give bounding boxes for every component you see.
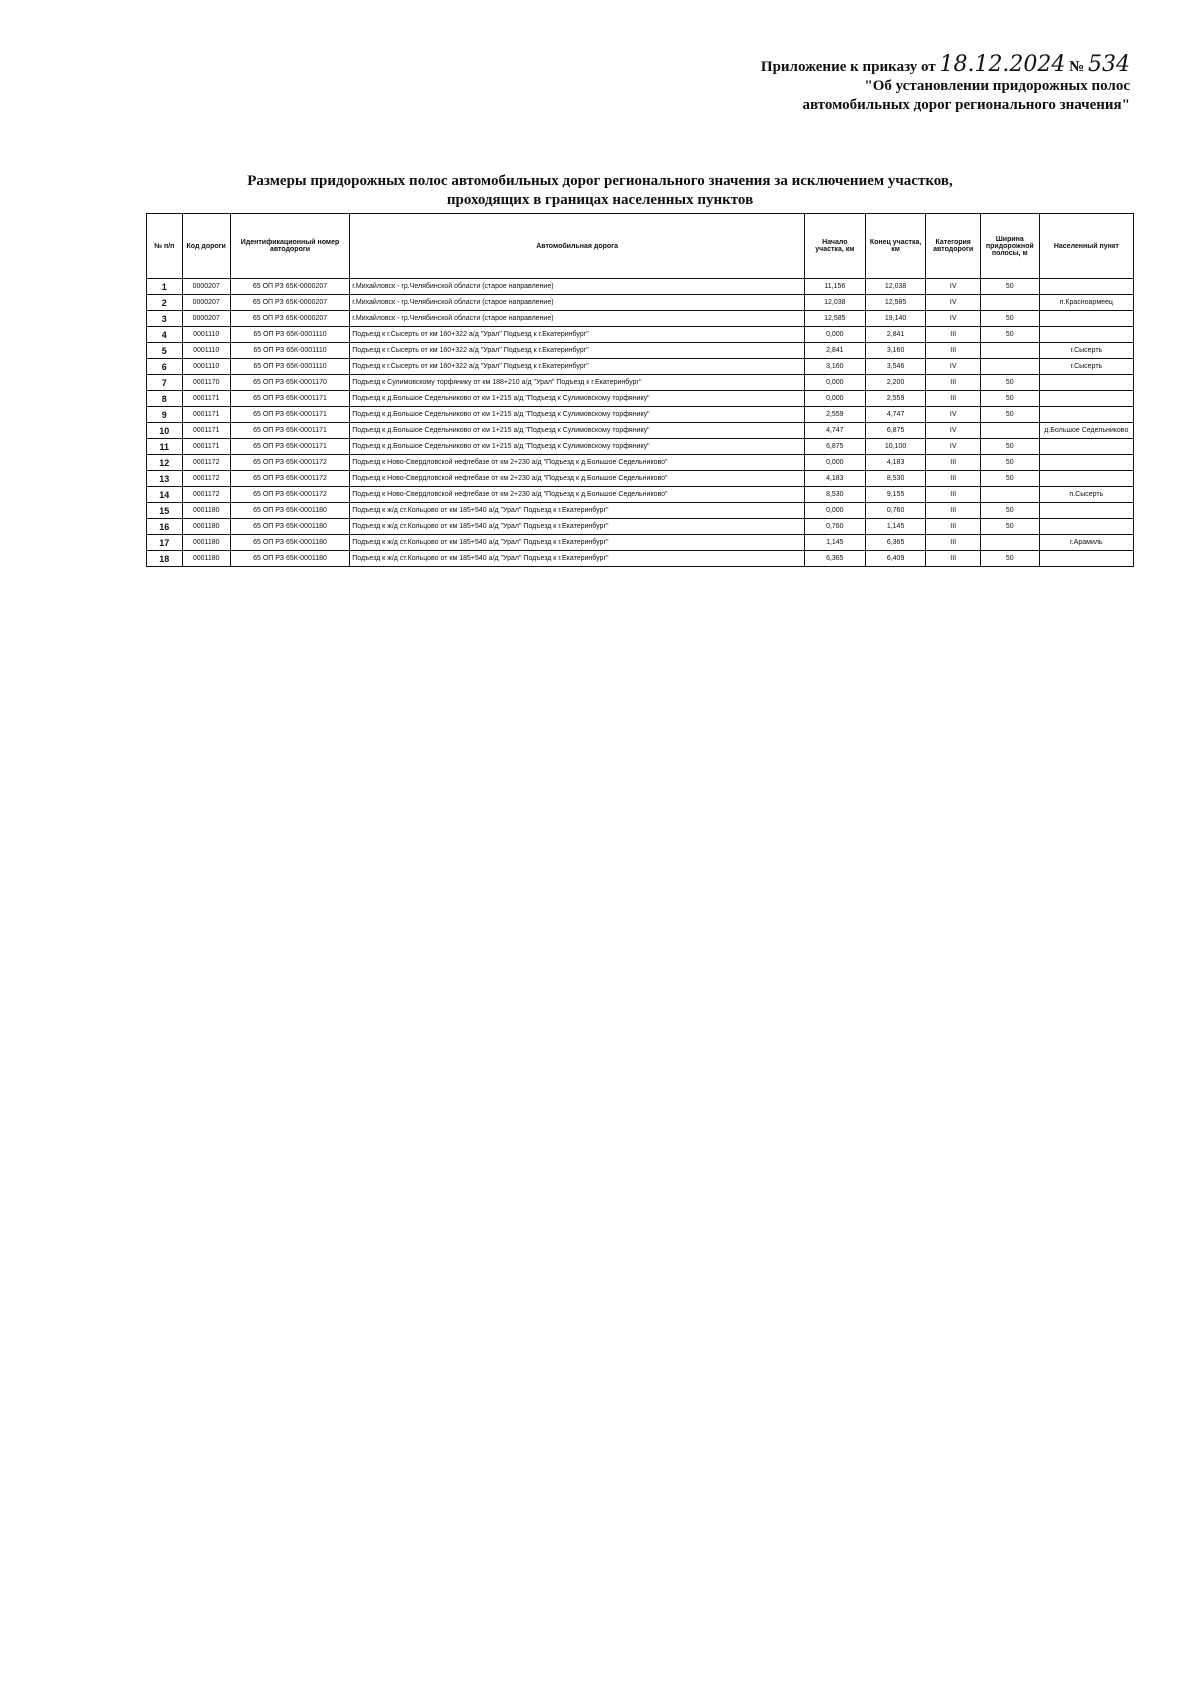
table-cell xyxy=(980,423,1039,439)
column-header: Конец участка, км xyxy=(865,214,926,279)
column-header: Населенный пункт xyxy=(1039,214,1133,279)
table-cell: 65 ОП РЗ 65К-0001171 xyxy=(230,423,349,439)
table-cell: 9 xyxy=(147,407,183,423)
table-cell: 2,841 xyxy=(804,343,865,359)
table-cell: п.Сысерть xyxy=(1039,487,1133,503)
table-cell: 0000207 xyxy=(182,295,230,311)
table-cell: Подъезд к Ново-Свердловской нефтебазе от км 2+230 а/д "Подъезд к д.Большое Седельниково" xyxy=(350,471,805,487)
table-cell: III xyxy=(926,327,980,343)
table-cell: 17 xyxy=(147,535,183,551)
table-cell: п.Красноармеец xyxy=(1039,295,1133,311)
table-cell: 2,559 xyxy=(804,407,865,423)
table-cell: 2,200 xyxy=(865,375,926,391)
order-date-handwritten: 18.12.2024 xyxy=(939,52,1066,77)
table-cell: 6,365 xyxy=(865,535,926,551)
table-cell: 65 ОП РЗ 65К-0001170 xyxy=(230,375,349,391)
table-cell: 4,747 xyxy=(865,407,926,423)
table-cell: 0001172 xyxy=(182,487,230,503)
table-row xyxy=(147,439,1134,455)
table-cell: 0001110 xyxy=(182,343,230,359)
table-cell: 65 ОП РЗ 65К-0001110 xyxy=(230,343,349,359)
table-cell xyxy=(1039,455,1133,471)
table-cell: 0,000 xyxy=(804,455,865,471)
table-cell: 0001110 xyxy=(182,327,230,343)
table-cell: IV xyxy=(926,439,980,455)
table-cell: III xyxy=(926,535,980,551)
table-row xyxy=(147,423,1134,439)
table-cell: 50 xyxy=(980,375,1039,391)
column-header: Начало участка, км xyxy=(804,214,865,279)
column-header: Идентификационный номер автодороги xyxy=(230,214,349,279)
table-cell: 65 ОП РЗ 65К-0001172 xyxy=(230,455,349,471)
table-row xyxy=(147,455,1134,471)
table-cell: 65 ОП РЗ 65К-0000207 xyxy=(230,311,349,327)
table-cell: 4 xyxy=(147,327,183,343)
table-cell: Подъезд к д.Большое Седельниково от км 1+215 а/д "Подъезд к Сулимовскому торфянику" xyxy=(350,439,805,455)
table-cell: 19,140 xyxy=(865,311,926,327)
table-cell: 0000207 xyxy=(182,279,230,295)
order-header xyxy=(760,52,1130,115)
table-cell: 0,000 xyxy=(804,375,865,391)
table-cell: 0001180 xyxy=(182,535,230,551)
table-row xyxy=(147,279,1134,295)
table-cell xyxy=(1039,503,1133,519)
table-cell: 8,530 xyxy=(865,471,926,487)
table-cell: 50 xyxy=(980,439,1039,455)
table-cell: III xyxy=(926,503,980,519)
table-row xyxy=(147,471,1134,487)
table-cell: 65 ОП РЗ 65К-0001180 xyxy=(230,535,349,551)
table-row xyxy=(147,391,1134,407)
table-cell xyxy=(1039,407,1133,423)
table-cell: 0001110 xyxy=(182,359,230,375)
table-cell: 0001171 xyxy=(182,439,230,455)
table-cell: III xyxy=(926,375,980,391)
table-cell: 6,365 xyxy=(804,551,865,567)
order-number-handwritten: 534 xyxy=(1088,52,1130,77)
table-body xyxy=(147,279,1134,567)
table-row xyxy=(147,311,1134,327)
document-title xyxy=(0,172,1200,210)
table-cell: д.Большое Седельниково xyxy=(1039,423,1133,439)
table-cell: г.Сысерть xyxy=(1039,359,1133,375)
table-row xyxy=(147,359,1134,375)
table-cell: Подъезд к ж/д ст.Кольцово от км 185+540 а/д "Урал" Подъезд к г.Екатеринбург" xyxy=(350,551,805,567)
table-cell: 0,760 xyxy=(865,503,926,519)
table-cell: Подъезд к ж/д ст.Кольцово от км 185+540 а/д "Урал" Подъезд к г.Екатеринбург" xyxy=(350,519,805,535)
table-cell: 0001172 xyxy=(182,455,230,471)
table-cell: г.Михайловск - гр.Челябинской области (старое направление) xyxy=(350,295,805,311)
table-cell: 12,038 xyxy=(865,279,926,295)
table-cell: 7 xyxy=(147,375,183,391)
table-cell: 4,183 xyxy=(804,471,865,487)
table-cell: 0001180 xyxy=(182,503,230,519)
table-cell: 65 ОП РЗ 65К-0001171 xyxy=(230,391,349,407)
table-cell: 16 xyxy=(147,519,183,535)
table-cell: 65 ОП РЗ 65К-0000207 xyxy=(230,295,349,311)
table-cell: 6,409 xyxy=(865,551,926,567)
table-cell: 3,160 xyxy=(865,343,926,359)
table-cell: 50 xyxy=(980,391,1039,407)
table-cell: Подъезд к ж/д ст.Кольцово от км 185+540 а/д "Урал" Подъезд к г.Екатеринбург" xyxy=(350,535,805,551)
table-cell: 4,747 xyxy=(804,423,865,439)
table-cell: IV xyxy=(926,295,980,311)
table-cell: 0001171 xyxy=(182,391,230,407)
table-cell xyxy=(1039,391,1133,407)
column-header: Ширина придорожной полосы, м xyxy=(980,214,1039,279)
table-cell: 0000207 xyxy=(182,311,230,327)
table-row xyxy=(147,503,1134,519)
table-cell: 0,000 xyxy=(804,391,865,407)
table-cell: 50 xyxy=(980,455,1039,471)
table-cell: IV xyxy=(926,279,980,295)
table-cell xyxy=(1039,551,1133,567)
table-cell: 65 ОП РЗ 65К-0001110 xyxy=(230,359,349,375)
table-cell: Подъезд к Сулимовскому торфянику от км 188+210 а/д "Урал" Подъезд к г.Екатеринбург" xyxy=(350,375,805,391)
table-cell: 4,183 xyxy=(865,455,926,471)
table-cell xyxy=(980,535,1039,551)
table-row xyxy=(147,375,1134,391)
table-row xyxy=(147,519,1134,535)
table-cell: 0001171 xyxy=(182,407,230,423)
document-title-line-1: Размеры придорожных полос автомобильных дорог регионального значения за исключением участков, xyxy=(247,173,953,189)
table-cell: 9,155 xyxy=(865,487,926,503)
table-cell: 1,145 xyxy=(865,519,926,535)
table-cell: III xyxy=(926,519,980,535)
column-header: № п/п xyxy=(147,214,183,279)
table-row xyxy=(147,327,1134,343)
table-cell: 12 xyxy=(147,455,183,471)
table-cell: 2,841 xyxy=(865,327,926,343)
table-cell: 0001170 xyxy=(182,375,230,391)
table-header-row xyxy=(147,214,1134,279)
table-cell: III xyxy=(926,391,980,407)
table-cell: IV xyxy=(926,407,980,423)
table-cell: г.Сысерть xyxy=(1039,343,1133,359)
table-cell: 2,559 xyxy=(865,391,926,407)
column-header: Код дороги xyxy=(182,214,230,279)
table-cell: Подъезд к Ново-Свердловской нефтебазе от км 2+230 а/д "Подъезд к д.Большое Седельниково" xyxy=(350,487,805,503)
table-cell: 5 xyxy=(147,343,183,359)
table-cell: 12,585 xyxy=(865,295,926,311)
table-cell: 2 xyxy=(147,295,183,311)
table-cell: 10 xyxy=(147,423,183,439)
table-cell: 6,875 xyxy=(804,439,865,455)
table-cell: 11 xyxy=(147,439,183,455)
table-cell: 6 xyxy=(147,359,183,375)
table-cell: 50 xyxy=(980,279,1039,295)
table-cell: III xyxy=(926,471,980,487)
table-cell: 50 xyxy=(980,471,1039,487)
table-cell: 8 xyxy=(147,391,183,407)
order-title-line-2: автомобильных дорог регионального значения" xyxy=(802,97,1130,113)
column-header: Категория автодороги xyxy=(926,214,980,279)
table-cell xyxy=(980,487,1039,503)
table-cell: Подъезд к д.Большое Седельниково от км 1+215 а/д "Подъезд к Сулимовскому торфянику" xyxy=(350,391,805,407)
order-reference-line xyxy=(760,52,1130,77)
table-cell: 3 xyxy=(147,311,183,327)
table-cell: Подъезд к д.Большое Седельниково от км 1+215 а/д "Подъезд к Сулимовскому торфянику" xyxy=(350,423,805,439)
table-cell: III xyxy=(926,551,980,567)
table-cell: 65 ОП РЗ 65К-0001180 xyxy=(230,551,349,567)
table-cell: 12,038 xyxy=(804,295,865,311)
table-cell: 50 xyxy=(980,327,1039,343)
table-cell: Подъезд к г.Сысерть от км 160+322 а/д "Урал" Подъезд к г.Екатеринбург" xyxy=(350,327,805,343)
table-cell: 14 xyxy=(147,487,183,503)
table-cell: Подъезд к д.Большое Седельниково от км 1+215 а/д "Подъезд к Сулимовскому торфянику" xyxy=(350,407,805,423)
table-cell: III xyxy=(926,487,980,503)
table-cell: 12,585 xyxy=(804,311,865,327)
table-cell: 50 xyxy=(980,503,1039,519)
table-cell: IV xyxy=(926,311,980,327)
table-cell: III xyxy=(926,343,980,359)
table-cell xyxy=(1039,519,1133,535)
table-cell: 0,000 xyxy=(804,503,865,519)
table-cell: 0001171 xyxy=(182,423,230,439)
document-title-line-2: проходящих в границах населенных пунктов xyxy=(446,192,754,208)
table-cell xyxy=(980,295,1039,311)
roadside-strips-table xyxy=(146,213,1134,567)
table-cell xyxy=(1039,471,1133,487)
table-cell: 65 ОП РЗ 65К-0001110 xyxy=(230,327,349,343)
order-reference-prefix: Приложение к приказу от xyxy=(760,59,936,75)
table-cell: 0,760 xyxy=(804,519,865,535)
table-cell: 50 xyxy=(980,407,1039,423)
order-title-line-1: "Об установлении придорожных полос xyxy=(864,78,1130,94)
table-row xyxy=(147,551,1134,567)
table-cell xyxy=(1039,279,1133,295)
column-header: Автомобильная дорога xyxy=(350,214,805,279)
table-cell xyxy=(1039,439,1133,455)
table-cell: 65 ОП РЗ 65К-0001172 xyxy=(230,487,349,503)
table-cell: Подъезд к Ново-Свердловской нефтебазе от км 2+230 а/д "Подъезд к д.Большое Седельниково" xyxy=(350,455,805,471)
table-cell: Подъезд к г.Сысерть от км 160+322 а/д "Урал" Подъезд к г.Екатеринбург" xyxy=(350,359,805,375)
table-row xyxy=(147,343,1134,359)
table-cell: 0001172 xyxy=(182,471,230,487)
table-cell: 0001180 xyxy=(182,519,230,535)
table-cell xyxy=(980,343,1039,359)
table-cell: 65 ОП РЗ 65К-0001172 xyxy=(230,471,349,487)
table-cell: 65 ОП РЗ 65К-0001171 xyxy=(230,407,349,423)
table-cell: 1,145 xyxy=(804,535,865,551)
table-cell: IV xyxy=(926,423,980,439)
table-cell: 65 ОП РЗ 65К-0001171 xyxy=(230,439,349,455)
order-number-label: № xyxy=(1069,59,1085,75)
table-cell: 50 xyxy=(980,519,1039,535)
table-cell: 65 ОП РЗ 65К-0000207 xyxy=(230,279,349,295)
table-cell: 65 ОП РЗ 65К-0001180 xyxy=(230,503,349,519)
table-cell: г.Арамиль xyxy=(1039,535,1133,551)
table-cell: г.Михайловск - гр.Челябинской области (старое направление) xyxy=(350,311,805,327)
table-cell: 6,875 xyxy=(865,423,926,439)
table-cell: 1 xyxy=(147,279,183,295)
table-cell: 65 ОП РЗ 65К-0001180 xyxy=(230,519,349,535)
table-cell: 10,100 xyxy=(865,439,926,455)
table-cell: Подъезд к ж/д ст.Кольцово от км 185+540 а/д "Урал" Подъезд к г.Екатеринбург" xyxy=(350,503,805,519)
table-cell: 0,000 xyxy=(804,327,865,343)
table-cell: 3,160 xyxy=(804,359,865,375)
table-cell: 0001180 xyxy=(182,551,230,567)
table-cell: 8,530 xyxy=(804,487,865,503)
table-row xyxy=(147,535,1134,551)
table-cell: г.Михайловск - гр.Челябинской области (старое направление) xyxy=(350,279,805,295)
table-cell: IV xyxy=(926,359,980,375)
table-cell: 50 xyxy=(980,311,1039,327)
table-cell xyxy=(1039,327,1133,343)
table-cell: III xyxy=(926,455,980,471)
table-cell: 3,546 xyxy=(865,359,926,375)
table-cell: 18 xyxy=(147,551,183,567)
table-cell: 15 xyxy=(147,503,183,519)
table-cell: 50 xyxy=(980,551,1039,567)
table-cell: 13 xyxy=(147,471,183,487)
table-row xyxy=(147,487,1134,503)
table-cell: Подъезд к г.Сысерть от км 160+322 а/д "Урал" Подъезд к г.Екатеринбург" xyxy=(350,343,805,359)
table-cell xyxy=(1039,311,1133,327)
table-cell xyxy=(980,359,1039,375)
table-row xyxy=(147,295,1134,311)
table-cell xyxy=(1039,375,1133,391)
table-row xyxy=(147,407,1134,423)
table-cell: 11,156 xyxy=(804,279,865,295)
